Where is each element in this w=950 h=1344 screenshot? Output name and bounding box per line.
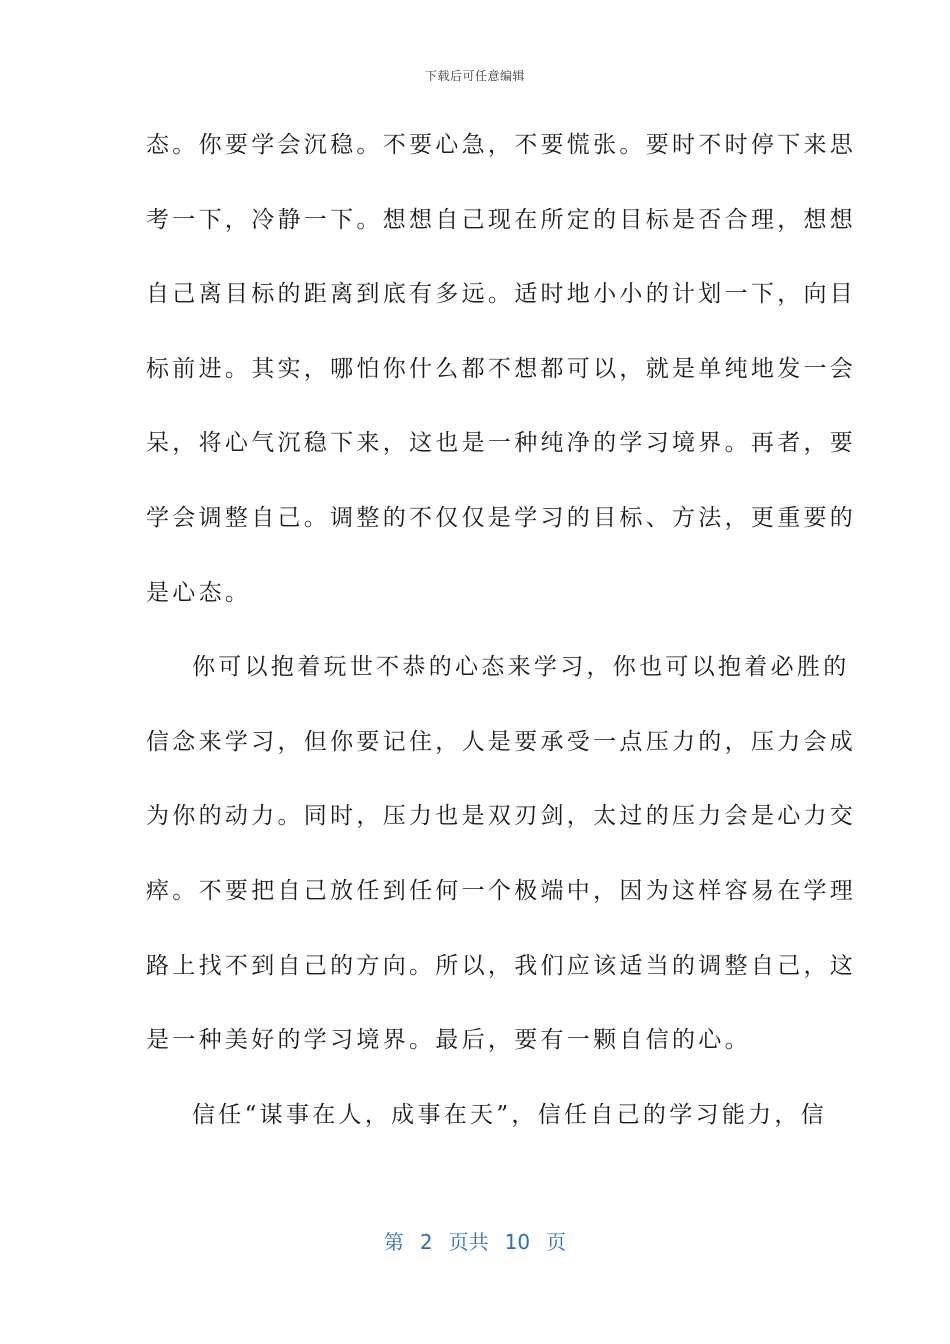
page-header: 下载后可任意编辑 <box>424 69 525 83</box>
footer-prefix: 第 <box>383 1230 404 1254</box>
text-line: 瘁。不要把自己放任到任何一个极端中，因为这样容易在学理 <box>146 877 857 904</box>
current-page-number: 2 <box>419 1230 433 1254</box>
paragraph-start-line: 信任“谋事在人，成事在天”，信任自己的学习能力，信 <box>192 1101 828 1128</box>
paragraph-start-line: 你可以抱着玩世不恭的心态来学习，你也可以抱着必胜的 <box>192 654 850 681</box>
text-line: 呆，将心气沉稳下来，这也是一种纯净的学习境界。再者，要 <box>146 430 857 457</box>
total-page-number: 10 <box>504 1230 531 1254</box>
text-line: 是一种美好的学习境界。最后，要有一颗自信的心。 <box>146 1027 751 1054</box>
footer-suffix: 页 <box>546 1230 567 1254</box>
text-line: 标前进。其实，哪怕你什么都不想都可以，就是单纯地发一会 <box>146 355 857 382</box>
text-line: 学会调整自己。调整的不仅仅是学习的目标、方法，更重要的 <box>146 504 857 531</box>
text-line: 为你的动力。同时，压力也是双刃剑，太过的压力会是心力交 <box>146 803 857 830</box>
document-body <box>146 122 857 1166</box>
footer-middle: 页共 <box>448 1230 489 1254</box>
page-footer <box>0 1226 950 1255</box>
text-line: 是心态。 <box>146 579 252 606</box>
text-line: 考一下，冷静一下。想想自己现在所定的目标是否合理，想想 <box>146 206 857 233</box>
text-line: 自己离目标的距离到底有多远。适时地小小的计划一下，向目 <box>146 281 857 308</box>
text-line: 路上找不到自己的方向。所以，我们应该适当的调整自己，这 <box>146 952 857 979</box>
text-line: 信念来学习，但你要记住，人是要承受一点压力的，压力会成 <box>146 728 857 755</box>
text-line: 态。你要学会沉稳。不要心急，不要慌张。要时不时停下来思 <box>146 132 857 158</box>
